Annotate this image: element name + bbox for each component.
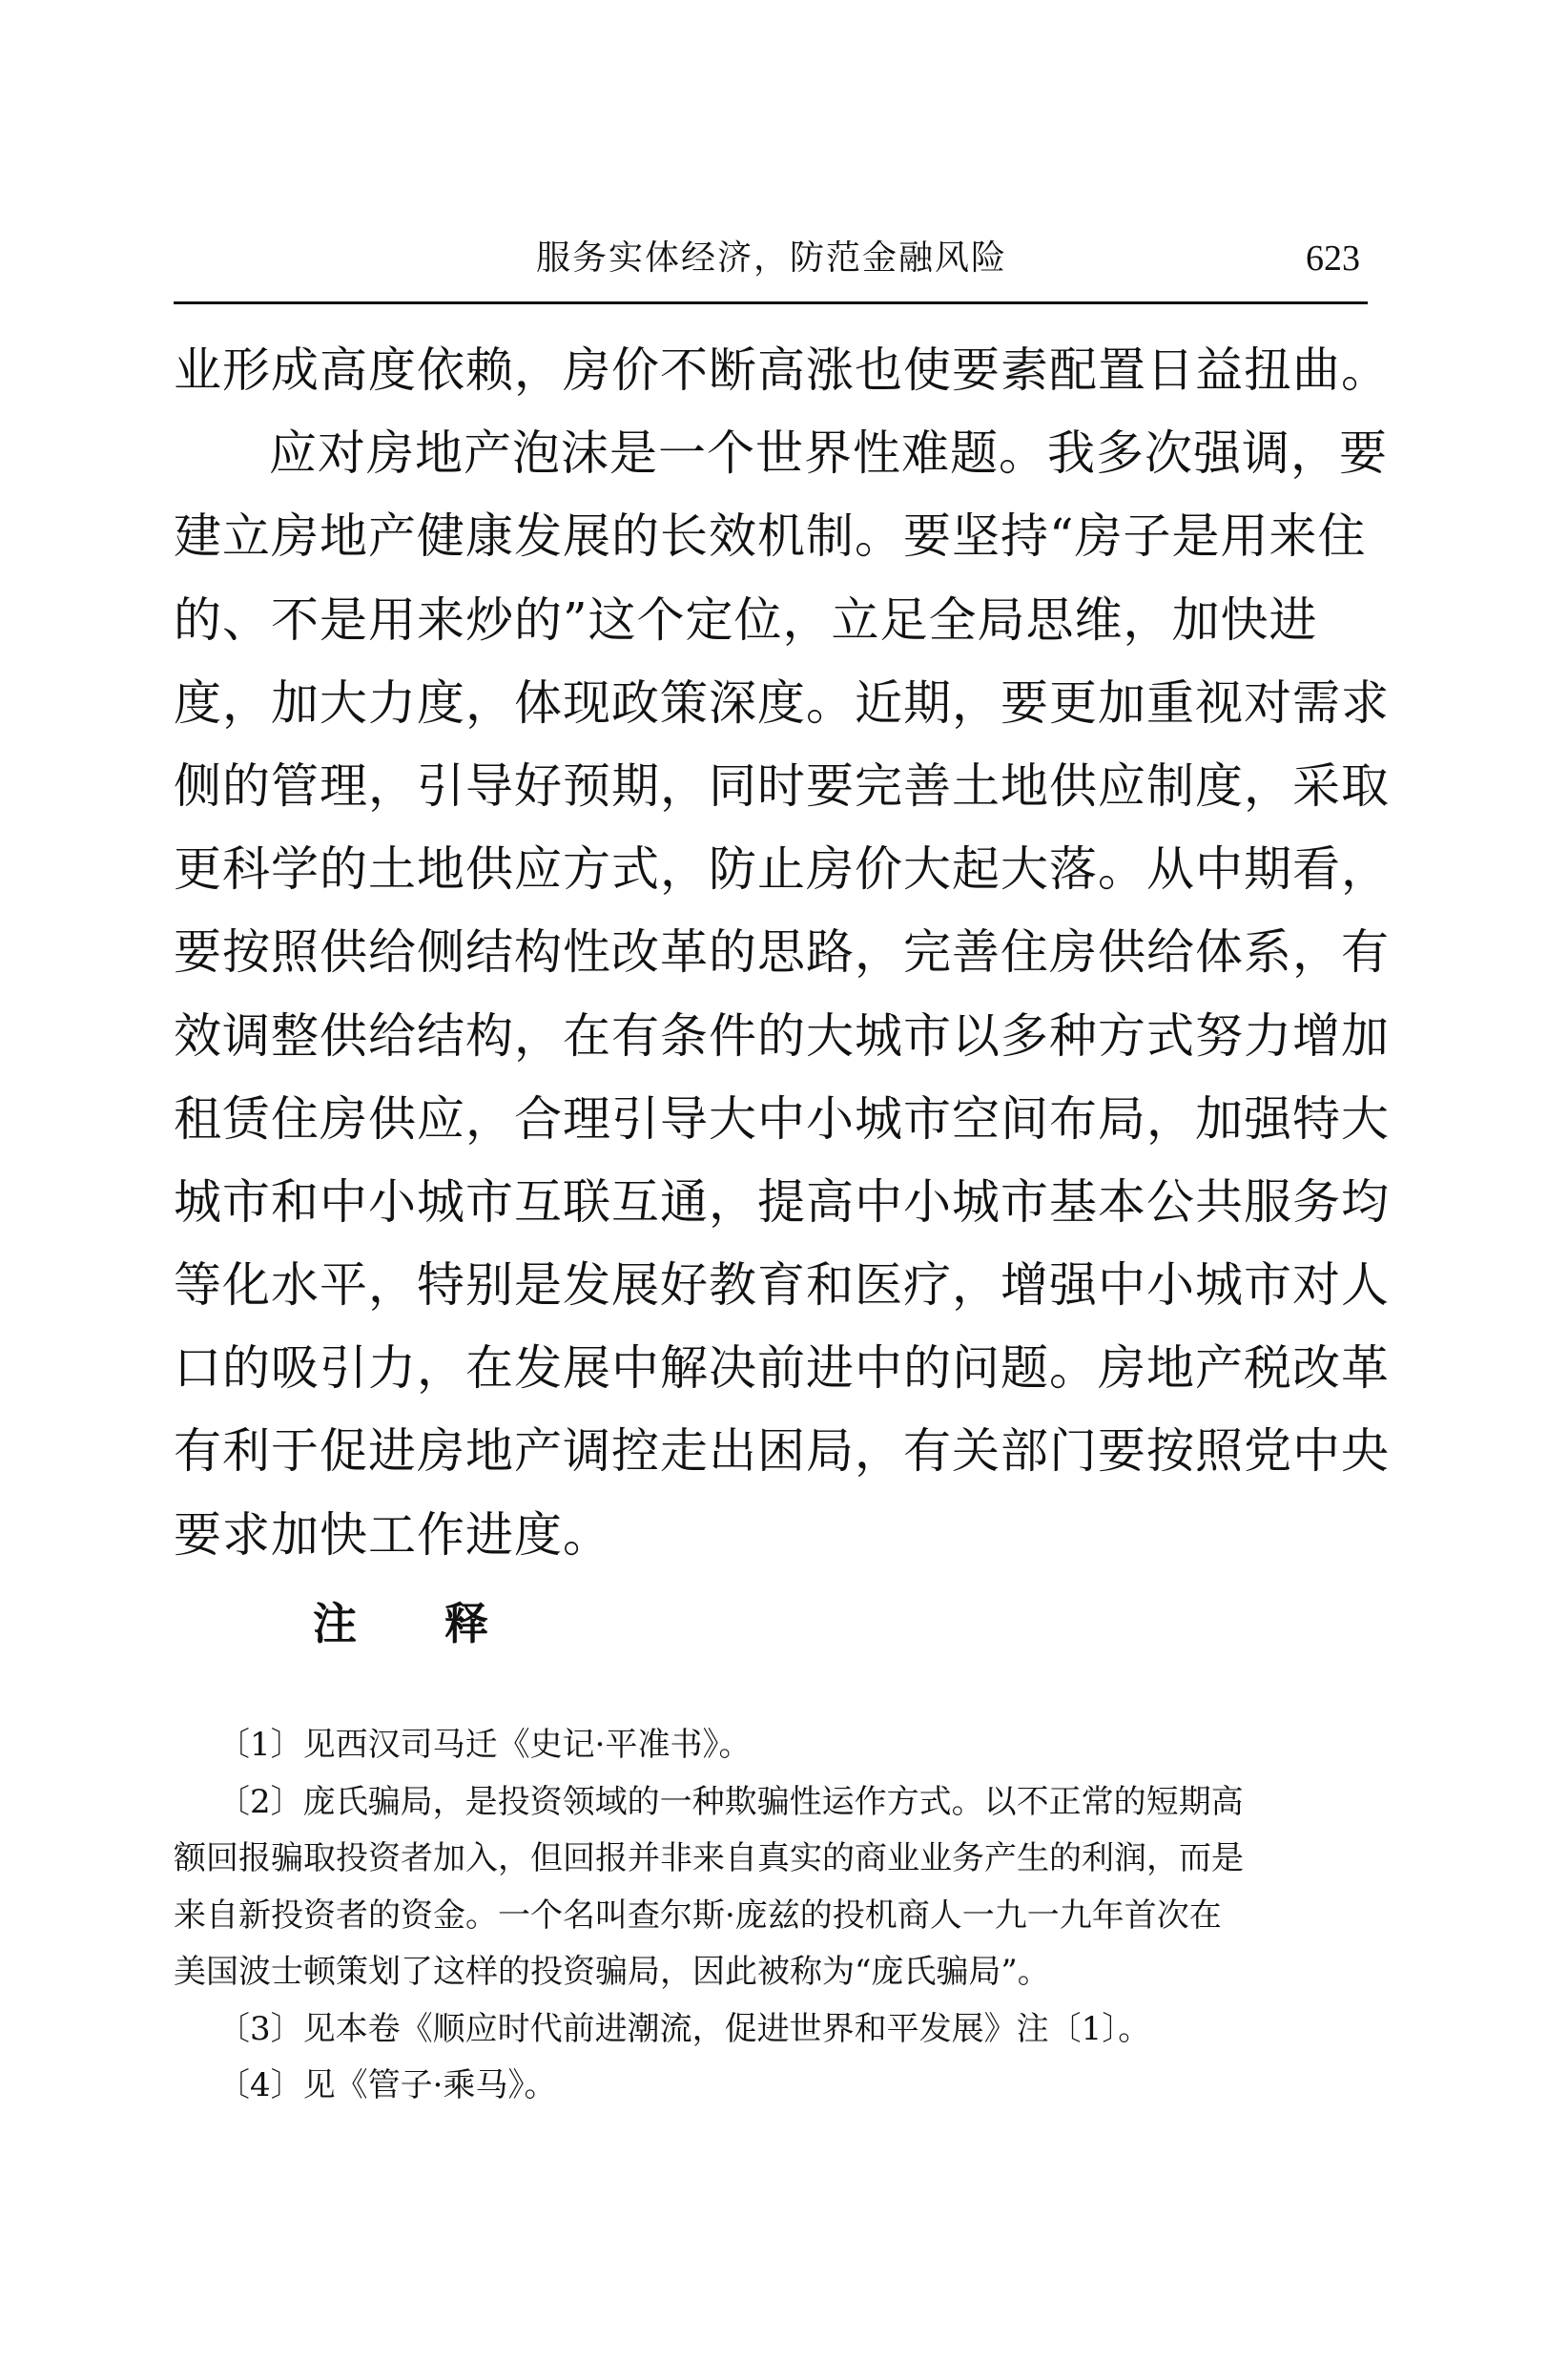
note-line: 〔2〕庞氏骗局，是投资领域的一种欺骗性运作方式。以不正常的短期高 (217, 1782, 1244, 1821)
body-line: 城市和中小城市互联互通，提高中小城市基本公共服务均 (174, 1173, 1390, 1230)
note-line: 额回报骗取投资者加入，但回报并非来自真实的商业业务产生的利润，而是 (174, 1839, 1244, 1877)
note-line: 〔4〕见《管子·乘马》。 (217, 2066, 557, 2104)
running-header (174, 221, 1368, 304)
chapter-title: 服务实体经济，防范金融风险 (536, 238, 1008, 278)
note-line: 〔1〕见西汉司马迁《史记·平准书》。 (217, 1726, 752, 1764)
notes-heading: 注释 (313, 1598, 576, 1649)
body-line: 度，加大力度，体现政策深度。近期，要更加重视对需求 (174, 674, 1390, 731)
note-line: 来自新投资者的资金。一个名叫查尔斯·庞兹的投机商人一九一九年首次在 (174, 1896, 1222, 1935)
body-line: 应对房地产泡沫是一个世界性难题。我多次强调，要 (269, 425, 1388, 482)
body-line: 要求加快工作进度。 (174, 1506, 611, 1563)
body-text (174, 329, 1390, 1577)
page-number: 623 (1306, 238, 1360, 279)
body-line: 口的吸引力，在发展中解决前进中的问题。房地产税改革 (174, 1340, 1390, 1397)
body-line: 业形成高度依赖，房价不断高涨也使要素配置日益扭曲。 (174, 342, 1390, 398)
body-line: 租赁住房供应，合理引导大中小城市空间布局，加强特大 (174, 1090, 1390, 1147)
body-line: 要按照供给侧结构性改革的思路，完善住房供给体系，有 (174, 924, 1390, 981)
body-line: 侧的管理，引导好预期，同时要完善土地供应制度，采取 (174, 757, 1390, 814)
body-line: 效调整供给结构，在有条件的大城市以多种方式努力增加 (174, 1007, 1390, 1064)
notes-section (174, 1717, 1375, 2115)
body-line: 有利于促进房地产调控走出困局，有关部门要按照党中央 (174, 1423, 1390, 1480)
body-line: 更科学的土地供应方式，防止房价大起大落。从中期看， (174, 841, 1390, 898)
body-line: 等化水平，特别是发展好教育和医疗，增强中小城市对人 (174, 1257, 1390, 1314)
note-line: 美国波士顿策划了这样的投资骗局，因此被称为“庞氏骗局”。 (174, 1953, 1050, 1991)
body-line: 建立房地产健康发展的长效机制。要坚持“房子是用来住 (174, 508, 1367, 565)
body-line: 的、不是用来炒的”这个定位，立足全局思维，加快进 (174, 591, 1318, 648)
note-line: 〔3〕见本卷《顺应时代前进潮流，促进世界和平发展》注〔1〕。 (217, 2009, 1151, 2048)
